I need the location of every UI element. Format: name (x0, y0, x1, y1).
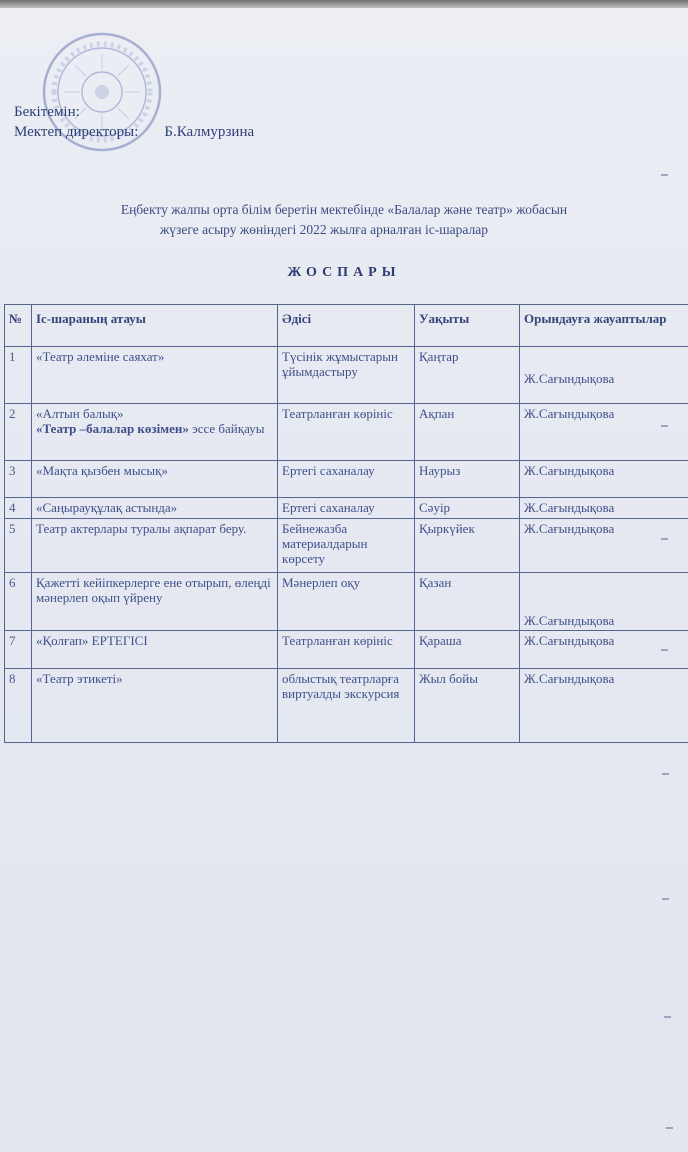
event-name-suffix: эссе байқауы (188, 421, 265, 436)
row-number: 3 (5, 461, 32, 498)
event-responsible: Ж.Сағындықова (520, 347, 688, 404)
event-responsible: Ж.Сағындықова (520, 519, 688, 573)
event-name: «Саңырауқұлақ астында» (32, 498, 278, 519)
row-number: 4 (5, 498, 32, 519)
table-row (5, 347, 688, 404)
event-responsible: Ж.Сағындықова (520, 498, 688, 519)
scan-mark (662, 898, 669, 900)
table-row (5, 461, 688, 498)
table-row (5, 519, 688, 573)
event-responsible: Ж.Сағындықова (520, 461, 688, 498)
event-responsible: Ж.Сағындықова (520, 631, 688, 669)
event-responsible: Ж.Сағындықова (520, 573, 688, 631)
event-method: Театрланған көрініс (278, 631, 415, 669)
event-method: Түсінік жұмыстарын ұйымдастыру (278, 347, 415, 404)
document-heading (0, 200, 688, 240)
event-time: Ақпан (415, 404, 520, 461)
row-number: 6 (5, 573, 32, 631)
photo-top-edge (0, 0, 688, 8)
scan-mark (662, 773, 669, 775)
event-name: «Алтын балық» (36, 406, 124, 421)
scan-mark (661, 174, 668, 176)
event-name: Театр актерлары туралы ақпарат беру. (32, 519, 278, 573)
approval-block (14, 102, 254, 142)
scan-mark (661, 425, 668, 427)
heading-line-2: жүзеге асыру жөніндегі 2022 жылға арналған іс-шаралар (159, 222, 488, 237)
header-time: Уақыты (415, 305, 520, 347)
event-method: Ертегі саханалау (278, 498, 415, 519)
header-event-name: Іс-шараның атауы (32, 305, 278, 347)
event-time: Жыл бойы (415, 669, 520, 743)
row-number: 8 (5, 669, 32, 743)
approved-label: Бекітемін: (14, 104, 80, 120)
event-time: Сәуір (415, 498, 520, 519)
row-number: 2 (5, 404, 32, 461)
header-method: Әдісі (278, 305, 415, 347)
table-row (5, 404, 688, 461)
event-method: Театрланған көрініс (278, 404, 415, 461)
row-number: 5 (5, 519, 32, 573)
event-method: Ертегі саханалау (278, 461, 415, 498)
header-number: № (5, 305, 32, 347)
scan-mark (661, 538, 668, 540)
table-row (5, 631, 688, 669)
event-name-cell (32, 404, 278, 461)
heading-line-1: Еңбекту жалпы орта білім беретін мектебінде «Балалар және театр» жобасын (120, 202, 568, 217)
row-number: 1 (5, 347, 32, 404)
event-method: Бейнежазба материалдарын көрсету (278, 519, 415, 573)
table-header-row (5, 305, 688, 347)
event-name: «Мақта қызбен мысық» (32, 461, 278, 498)
event-time: Қараша (415, 631, 520, 669)
scan-mark (664, 1016, 671, 1018)
director-position: Мектеп директоры: (14, 124, 139, 140)
event-name: Қажетті кейіпкерлерге ене отырып, өлеңді мәнерлеп оқып үйрену (32, 573, 278, 631)
table-row (5, 669, 688, 743)
table-row (5, 573, 688, 631)
scan-mark (661, 649, 668, 651)
scan-mark (666, 1127, 673, 1129)
events-plan-table (4, 304, 688, 743)
event-time: Қаңтар (415, 347, 520, 404)
event-responsible: Ж.Сағындықова (520, 404, 688, 461)
header-responsible: Орындауға жауаптылар (520, 305, 688, 347)
event-method: облыстық театрларға виртуалды экскурсия (278, 669, 415, 743)
event-time: Қыркүйек (415, 519, 520, 573)
event-name: «Театр әлеміне саяхат» (32, 347, 278, 404)
event-time: Наурыз (415, 461, 520, 498)
director-name: Б.Калмурзина (164, 124, 255, 140)
table-row (5, 498, 688, 519)
row-number: 7 (5, 631, 32, 669)
event-name: «Театр этикеті» (32, 669, 278, 743)
event-name: «Қолғап» ЕРТЕГІСІ (32, 631, 278, 669)
director-line (14, 122, 254, 142)
event-name-bold: «Театр –балалар көзімен» (36, 421, 189, 436)
event-time: Қазан (415, 573, 520, 631)
plan-title: ЖОСПАРЫ (287, 265, 401, 280)
event-responsible: Ж.Сағындықова (520, 669, 688, 743)
event-method: Мәнерлеп оқу (278, 573, 415, 631)
